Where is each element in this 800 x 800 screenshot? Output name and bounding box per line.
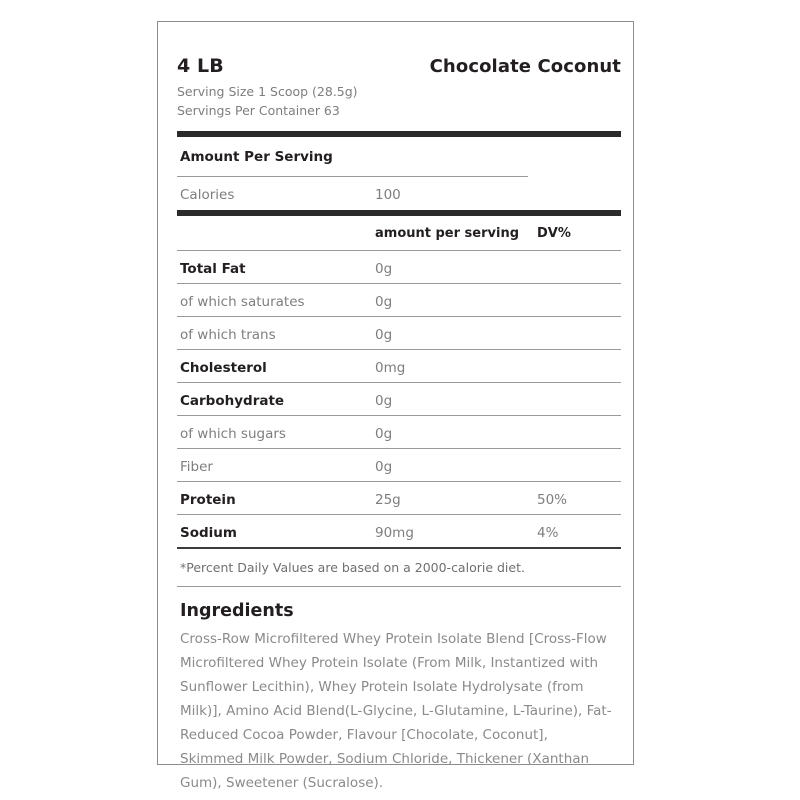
ingredients-text: Cross-Row Microfiltered Whey Protein Isolate Blend [Cross-Flow Microfiltered Whey Protein Isolate (From Milk, Instantized with Sunflower Lecithin), Whey Protein Isolate Hydrolysate (from Milk)], Amino Acid Blend(L-Glycine, L-Glutamine, L-Taurine), Fat-Reduced Cocoa Powder, Flavour [Chocolate, Coconut], Skimmed Milk Powder, Sodium Chloride, Thickener (Xanthan Gum), Sweetener (Sucralose). [180, 631, 612, 791]
table-row [177, 449, 621, 481]
nutrient-value: 90mg [375, 525, 414, 541]
table-row [177, 251, 621, 283]
nutrient-label: Sodium [180, 525, 237, 541]
nutrition-facts-panel [157, 21, 634, 791]
nutrient-value: 25g [375, 492, 401, 508]
nutrient-dv: 50% [537, 492, 568, 508]
daily-value-footnote: *Percent Daily Values are based on a 2000-calorie diet. [180, 560, 525, 575]
table-row [177, 482, 621, 514]
nutrient-value: 0g [375, 294, 393, 310]
nutrient-value: 0g [375, 261, 393, 277]
nutrient-dv [537, 263, 621, 273]
table-row [177, 350, 621, 382]
nutrient-dv [537, 362, 621, 372]
calories-value: 100 [375, 187, 401, 203]
nutrient-value: 0mg [375, 360, 406, 376]
table-row [177, 416, 621, 448]
nutrient-value: 0g [375, 459, 393, 475]
nutrient-label: Fiber [180, 459, 213, 475]
table-column-headers [177, 216, 621, 250]
pack-size: 4 LB [177, 55, 224, 77]
nutrient-label: of which trans [180, 327, 276, 343]
nutrient-label: Protein [180, 492, 236, 508]
serving-size: Serving Size 1 Scoop (28.5g) [177, 84, 358, 99]
nutrient-value: 0g [375, 327, 393, 343]
nutrient-dv [537, 329, 621, 339]
amount-per-serving-heading: Amount Per Serving [180, 149, 333, 165]
calories-label: Calories [180, 187, 235, 203]
nutrient-dv: 4% [537, 525, 559, 541]
nutrient-label: Cholesterol [180, 360, 267, 376]
table-row [177, 284, 621, 316]
nutrient-table [177, 250, 621, 549]
table-row [177, 515, 621, 547]
calories-dv [537, 189, 621, 199]
nutrient-value: 0g [375, 393, 393, 409]
label-header [177, 22, 621, 77]
nutrient-value: 0g [375, 426, 393, 442]
nutrient-dv [537, 296, 621, 306]
nutrition-facts-content [177, 22, 621, 795]
table-row [177, 383, 621, 415]
column-header-dv: DV% [537, 225, 571, 241]
ingredients-heading: Ingredients [180, 601, 294, 621]
nutrient-label: of which sugars [180, 426, 286, 442]
nutrient-dv [537, 395, 621, 405]
nutrient-dv [537, 428, 621, 438]
column-header-amount: amount per serving [375, 225, 520, 241]
table-row [177, 317, 621, 349]
nutrient-dv [537, 461, 621, 471]
servings-per-container: Servings Per Container 63 [177, 103, 340, 118]
nutrient-label: Carbohydrate [180, 393, 285, 409]
nutrient-label: of which saturates [180, 294, 305, 310]
table-row-calories [177, 177, 621, 210]
nutrient-label: Total Fat [180, 261, 246, 277]
flavor-name: Chocolate Coconut [429, 56, 621, 77]
